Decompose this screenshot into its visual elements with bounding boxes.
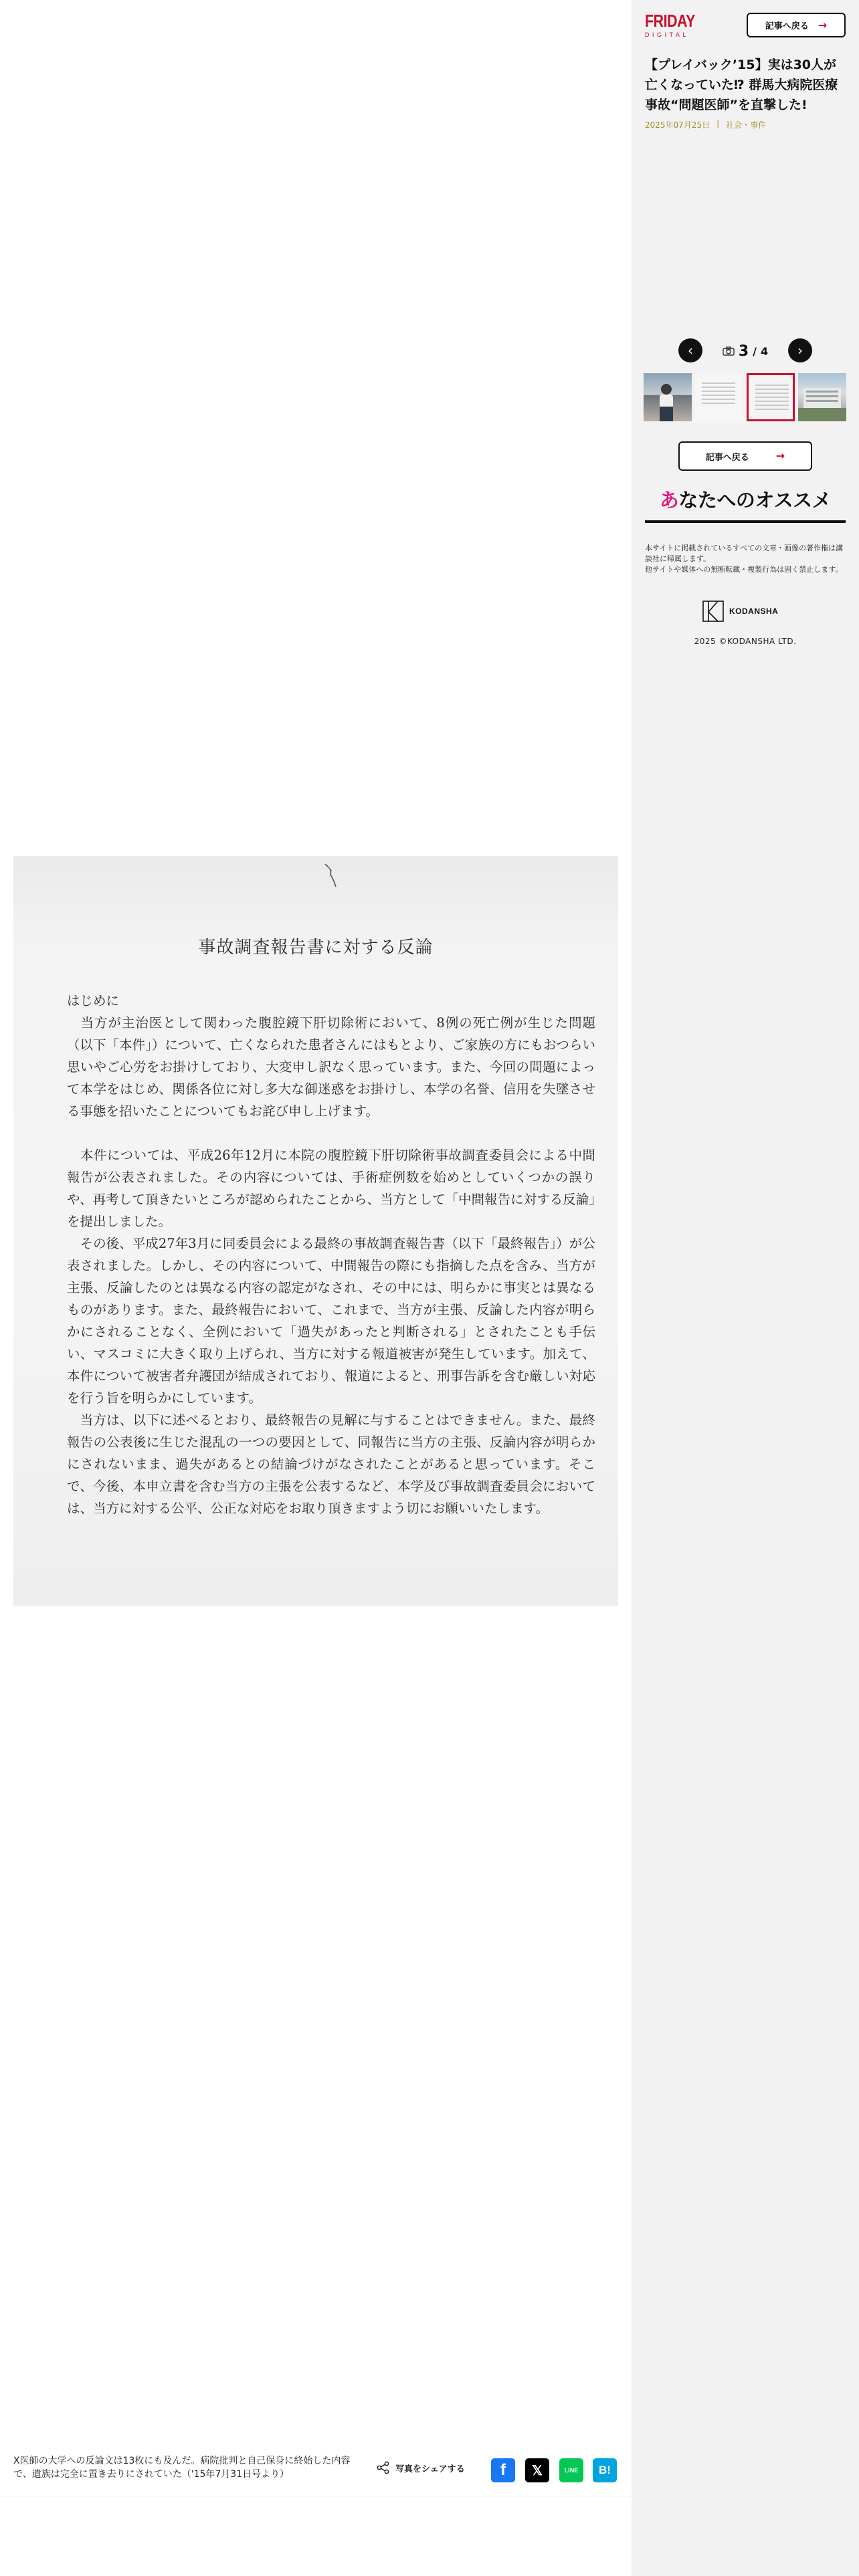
thumbnail-1[interactable] xyxy=(644,373,692,421)
thumbnail-4[interactable] xyxy=(798,373,846,421)
document-thumb-icon xyxy=(755,385,789,413)
kodansha-mark-icon xyxy=(702,601,724,622)
arrow-right-icon: → xyxy=(775,449,785,462)
sidebar xyxy=(632,0,859,2576)
document-title: 事故調査報告書に対する反論 xyxy=(198,938,434,958)
hatena-bookmark-icon: B! xyxy=(599,2464,611,2476)
photo-thumbnails xyxy=(644,373,847,423)
photo-carousel-nav xyxy=(678,338,812,364)
chevron-left-icon: ‹ xyxy=(688,342,693,358)
next-photo-button[interactable] xyxy=(788,338,812,362)
photo-caption: X医師の大学への反論文は13枚にも及んだ。病院批判と自己保身に終始した内容で、遺族は完全に置き去りにされていた（'15年7月31日号より） xyxy=(13,2456,351,2480)
counter-total: 4 xyxy=(761,344,769,358)
counter-slash: / xyxy=(753,344,757,358)
camera-icon xyxy=(723,346,735,356)
share-hatena-button[interactable] xyxy=(593,2458,617,2482)
article-date: 2025年07月25日 xyxy=(645,120,710,130)
footer-copyright: 2025 ©KODANSHA LTD. xyxy=(694,637,797,646)
kodansha-name: KODANSHA xyxy=(729,607,779,616)
recommend-divider xyxy=(645,520,846,523)
thumbnail-3-selected[interactable] xyxy=(747,373,795,421)
notice-line: 他サイトや媒体への無断転載・複製行為は固く禁止します。 xyxy=(645,565,843,574)
recommend-accent-char: あ xyxy=(659,489,679,512)
arrow-right-icon: → xyxy=(818,18,828,31)
recommend-rest: なたへのオススメ xyxy=(678,489,832,512)
x-icon: 𝕏 xyxy=(531,2463,543,2478)
article-category[interactable]: 社会・事件 xyxy=(726,120,767,130)
caption-bar xyxy=(13,2453,618,2482)
back-to-article-button[interactable] xyxy=(747,13,846,37)
meta-separator: | xyxy=(717,119,720,128)
kodansha-logo[interactable] xyxy=(702,599,778,623)
back-button-label: 記事へ戻る xyxy=(765,21,809,31)
document-body xyxy=(67,990,595,1519)
share-icon xyxy=(377,2461,390,2474)
document-paragraph: 本件については、平成26年12月に本院の腹腔鏡下肝切除術事故調査委員会による中間報告が公表されました。その内容については、手術症例数を始めとしていくつかの誤りや、再考して頂きたいところが認められたことから、当方として「中間報告に対する反論」を提出しました。 xyxy=(67,1148,595,1229)
logo-sub-text: DIGITAL xyxy=(645,31,689,38)
notice-line: 本サイトに掲載されているすべての文章・画像の著作権は講談社に帰属します。 xyxy=(645,544,844,563)
recommend-heading xyxy=(645,486,846,513)
friday-digital-logo[interactable] xyxy=(645,12,705,40)
document-paragraph: 当方が主治医として関わった腹腔鏡下肝切除術において、8例の死亡例が生じた問題（以下「本件」）について、亡くなられた患者さんにはもとより、ご家族の方にもおつらい思いやご心労をお掛けしており、大変申し訳なく思っています。また、今回の問題によって本学をはじめ、関係各位に対し多大な御迷惑をお掛けし、本学の名誉、信用を失墜させる事態を招いたことについてもお詫び申し上げます。 xyxy=(67,1015,595,1119)
document-paragraph: その後、平成27年3月に同委員会による最終の事故調査報告書（以下「最終報告」）が公表されました。しかし、その内容について、中間報告の際にも指摘した点を含み、当方が主張、反論したのとは異なる内容の認定がなされ、その中には、明らかに事実とは異なるものがあります。また、最終報告において、これまで、当方が主張、反論した内容が明らかにされることなく、全例において「過失があったと判断される」とされたことも手伝い、マスコミに大きく取り上げられ、当方に対する報道被害が発生しています。加えて、本件について被害者弁護団が結成されており、報道によると、刑事告訴を含む厳しい対応を行う旨を明らかにしています。 xyxy=(67,1236,595,1406)
back-to-article-button-secondary[interactable] xyxy=(678,441,812,471)
back-button-label: 記事へ戻る xyxy=(705,452,749,463)
share-x-button[interactable] xyxy=(525,2458,549,2482)
logo-main-text: FRIDAY xyxy=(645,11,695,31)
document-photo xyxy=(13,856,618,1606)
share-line-button[interactable] xyxy=(559,2458,583,2482)
document-thumb-icon xyxy=(702,383,735,407)
building-photo-icon xyxy=(798,373,846,421)
paper-mark xyxy=(322,863,339,888)
chevron-right-icon: › xyxy=(797,342,803,358)
counter-current: 3 xyxy=(738,342,749,360)
line-icon: LINE xyxy=(564,2467,579,2474)
facebook-icon: f xyxy=(500,2461,506,2479)
document-paragraph: 当方は、以下に述べるとおり、最終報告の見解に与することはできません。また、最終報告の公表後に生じた混乱の一つの要因として、同報告に当方の主張、反論内容が明らかにされないまま、過失があるとの結論づけがなされたことがあると思っています。そこで、今後、本申立書を含む当方の主張を公表するなど、本学及び事故調査委員会においては、当方に対する公平、公正な対応をお取り頂きますよう切にお願いいたします。 xyxy=(67,1412,595,1516)
share-facebook-button[interactable] xyxy=(491,2458,515,2482)
photo-counter xyxy=(714,341,776,361)
article-title[interactable]: 【プレイバック’15】実は30人が亡くなっていた⁉ 群馬大病院医療事故“問題医師”を直撃した! xyxy=(645,58,838,112)
share-label-text: 写真をシェアする xyxy=(395,2464,465,2474)
previous-photo-button[interactable] xyxy=(678,338,702,362)
document-heading: はじめに xyxy=(67,993,120,1008)
share-photo-label[interactable] xyxy=(377,2460,465,2476)
copyright-notice xyxy=(645,543,846,575)
article-meta xyxy=(645,119,846,130)
person-photo-icon xyxy=(644,373,692,421)
thumbnail-2[interactable] xyxy=(695,373,743,421)
